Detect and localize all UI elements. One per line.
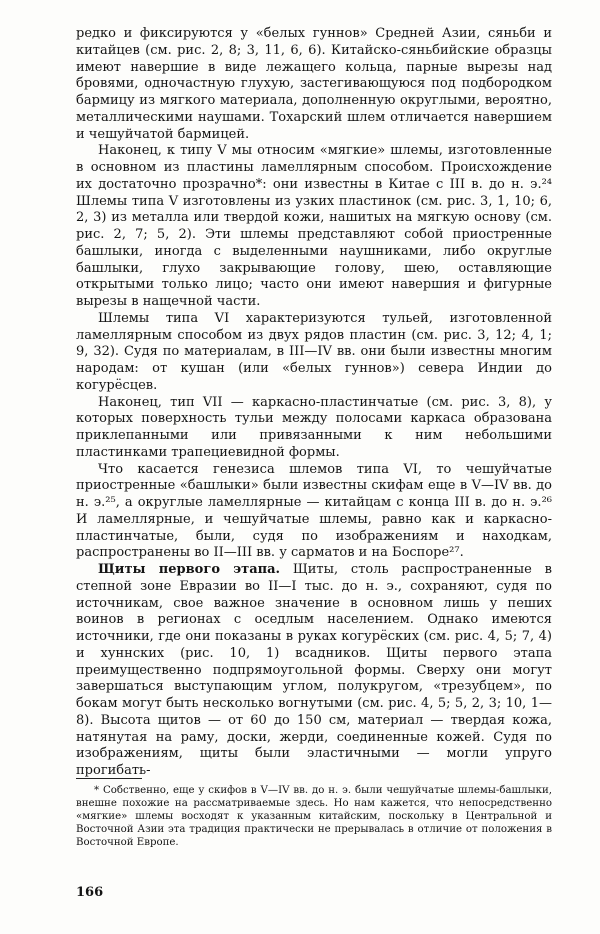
paragraph-1: редко и фиксируются у «белых гуннов» Средней Азии, сяньби и китайцев (см. рис. 2, 8; 3, 11, 6, 6). Китайско-сяньбийские образцы имеют навершие в виде лежащего кольца, парные вырезы над бровями, одночастную глухую, застегивающуюся под подбородком бармицу из мягкого материала, дополненную округлыми, вероятно, металлическими наушами. Тохарский шлем отличается навершием и чешуйчатой бармицей. <box>76 26 552 142</box>
footnote-divider <box>76 778 142 779</box>
paragraph-5: Что касается генезиса шлемов типа VI, то чешуйчатые приостренные «башлыки» были известны скифам еще в V—IV вв. до н. э.²⁵, а округлые ламеллярные — китайцам с конца III в. до н. э.²⁶ И ламеллярные, и чешуйчатые шлемы, равно как и каркасно-пластинчатые, были, судя по изображениям и находкам, распространены во II—III вв. у сарматов и на Боспоре²⁷. <box>76 461 552 561</box>
paragraph-2: Наконец, к типу V мы относим «мягкие» шлемы, изготовленные в основном из пластины ламеллярным способом. Происхождение их достаточно прозрачно*: они известны в Китае с III в. до н. э.²⁴ Шлемы типа V изготовлены из узких пластинок (см. рис. 3, 1, 10; 6, 2, 3) из металла или твердой кожи, нашитых на мягкую основу (см. рис. 2, 7; 5, 2). Эти шлемы представляют собой приостренные башлыки, иногда с выделенными наушниками, либо округлые башлыки, глухо закрывающие голову, шею, оставляющие открытыми только лицо; часто они имеют навершия и фигурные вырезы в нащечной части. <box>76 143 552 309</box>
paragraph-3: Шлемы типа VI характеризуются тульей, изготовленной ламеллярным способом из двух рядов пластин (см. рис. 3, 12; 4, 1; 9, 32). Судя по материалам, в III—IV вв. они были известны многим народам: от кушан (или «белых гуннов») севера Индии до когурёсцев. <box>76 310 552 393</box>
page-number: 166 <box>76 885 104 900</box>
section-heading: Щиты первого этапа. <box>98 562 281 577</box>
footnote-text: * Собственно, еще у скифов в V—IV вв. до н. э. были чешуйчатые шлемы-башлыки, внешне похожие на рассматриваемые здесь. Но нам кажется, что непосредственно «мягкие» шлемы восходят к указанным китайским, поскольку в Центральной и Восточной Азии эта традиция практически не прерывалась в отличие от положения в Восточной Европе. <box>76 785 552 848</box>
paragraph-6-text: Щиты, столь распространенные в степной зоне Евразии во II—I тыс. до н. э., сохраняют, судя по источникам, свое важное значение в основном лишь у пеших воинов в регионах с оседлым населением. Однако имеются источники, где они показаны в руках когурёских (см. рис. 4, 5; 7, 4) и хуннских (рис. 10, 1) всадников. Щиты первого этапа преимущественно подпрямоугольной формы. Сверху они могут завершаться выступающим углом, полукругом, «трезубцем», по бокам могут быть несколько вогнутыми (см. рис. 4, 5; 5, 2, 3; 10, 1—8). Высота щитов — от 60 до 150 см, материал — твердая кожа, натянутая на раму, доски, жерди, соединенные кожей. Судя по изображениям, щиты были эластичными — могли упруго прогибать- <box>76 562 552 778</box>
paragraph-6 <box>76 562 552 780</box>
paragraph-4: Наконец, тип VII — каркасно-пластинчатые (см. рис. 3, 8), у которых поверхность тульи между полосами каркаса образована приклепанными или привязанными к ним небольшими пластинками трапециевидной формы. <box>76 394 552 460</box>
main-text <box>76 26 552 780</box>
footnotes <box>76 784 552 849</box>
